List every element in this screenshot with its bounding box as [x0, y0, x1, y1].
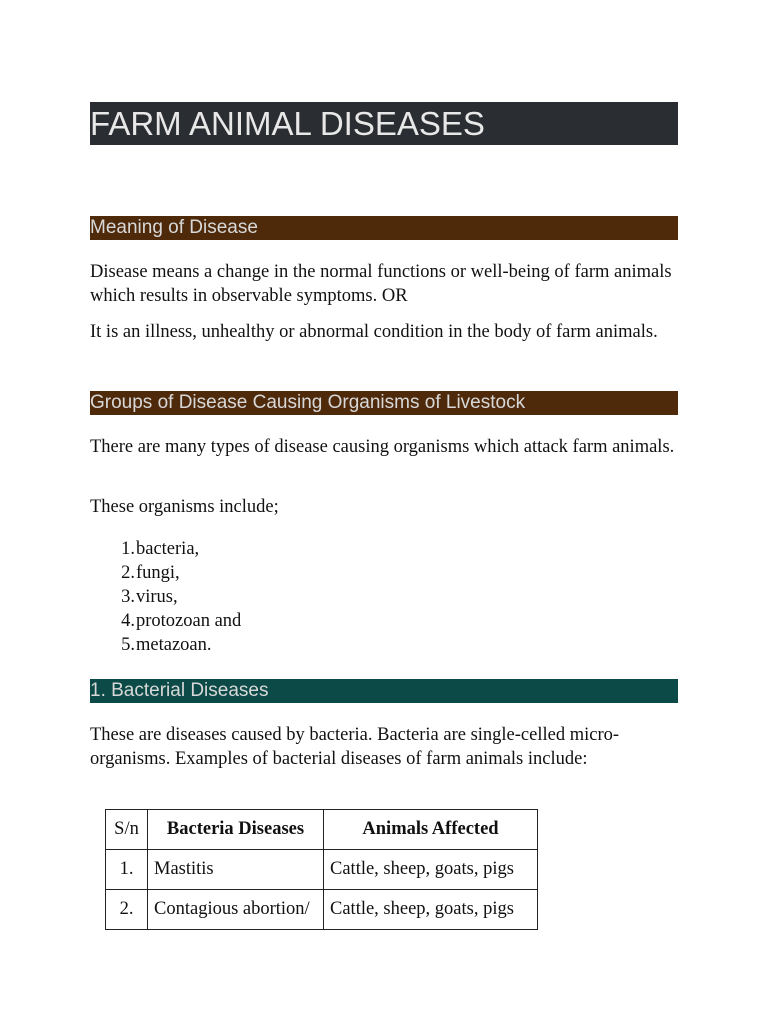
- list-item: [90, 585, 490, 609]
- bacterial-diseases-table: [105, 809, 538, 930]
- paragraph-definition-alt: It is an illness, unhealthy or abnormal condition in the body of farm animals.: [90, 322, 658, 342]
- paragraph-bacterial-intro: These are diseases caused by bacteria. Bacteria are single-celled micro-organisms. Examples of bacterial diseases of farm animals include:: [90, 725, 620, 769]
- column-header-sn: S/n: [106, 810, 148, 850]
- section-heading-meaning: Meaning of Disease: [90, 216, 678, 240]
- table-row: [106, 890, 538, 930]
- paragraph-definition: Disease means a change in the normal functions or well-being of farm animals which results in observable symptoms. OR: [90, 262, 672, 306]
- list-item-text: virus,: [136, 587, 178, 607]
- list-item-text: metazoan.: [136, 635, 212, 655]
- list-item-text: fungi,: [136, 563, 180, 583]
- list-item-text: protozoan and: [136, 611, 242, 631]
- table-cell-animals: Cattle, sheep, goats, pigs: [324, 850, 538, 890]
- list-item-number: 5.: [121, 635, 135, 655]
- list-item: [90, 633, 490, 657]
- list-item-number: 4.: [121, 611, 135, 631]
- paragraph-organisms-include: These organisms include;: [90, 497, 279, 517]
- table-cell-disease: Contagious abortion/: [148, 890, 324, 930]
- list-item-number: 2.: [121, 563, 135, 583]
- list-item: [90, 561, 490, 585]
- table-cell-disease: Mastitis: [148, 850, 324, 890]
- column-header-disease: Bacteria Diseases: [148, 810, 324, 850]
- table-cell-sn: 2.: [106, 890, 148, 930]
- table-cell-sn: 1.: [106, 850, 148, 890]
- list-item: [90, 537, 490, 561]
- organisms-list: [90, 537, 490, 657]
- section-heading-groups: Groups of Disease Causing Organisms of Livestock: [90, 391, 678, 415]
- list-item-number: 3.: [121, 587, 135, 607]
- document-title: FARM ANIMAL DISEASES: [90, 102, 678, 145]
- column-header-animals: Animals Affected: [324, 810, 538, 850]
- paragraph-organisms-intro: There are many types of disease causing organisms which attack farm animals.: [90, 437, 675, 457]
- list-item-number: 1.: [121, 539, 135, 559]
- list-item: [90, 609, 490, 633]
- table-row: [106, 850, 538, 890]
- section-heading-bacterial: 1. Bacterial Diseases: [90, 679, 678, 703]
- list-item-text: bacteria,: [136, 539, 200, 559]
- table-cell-animals: Cattle, sheep, goats, pigs: [324, 890, 538, 930]
- table-header-row: [106, 810, 538, 850]
